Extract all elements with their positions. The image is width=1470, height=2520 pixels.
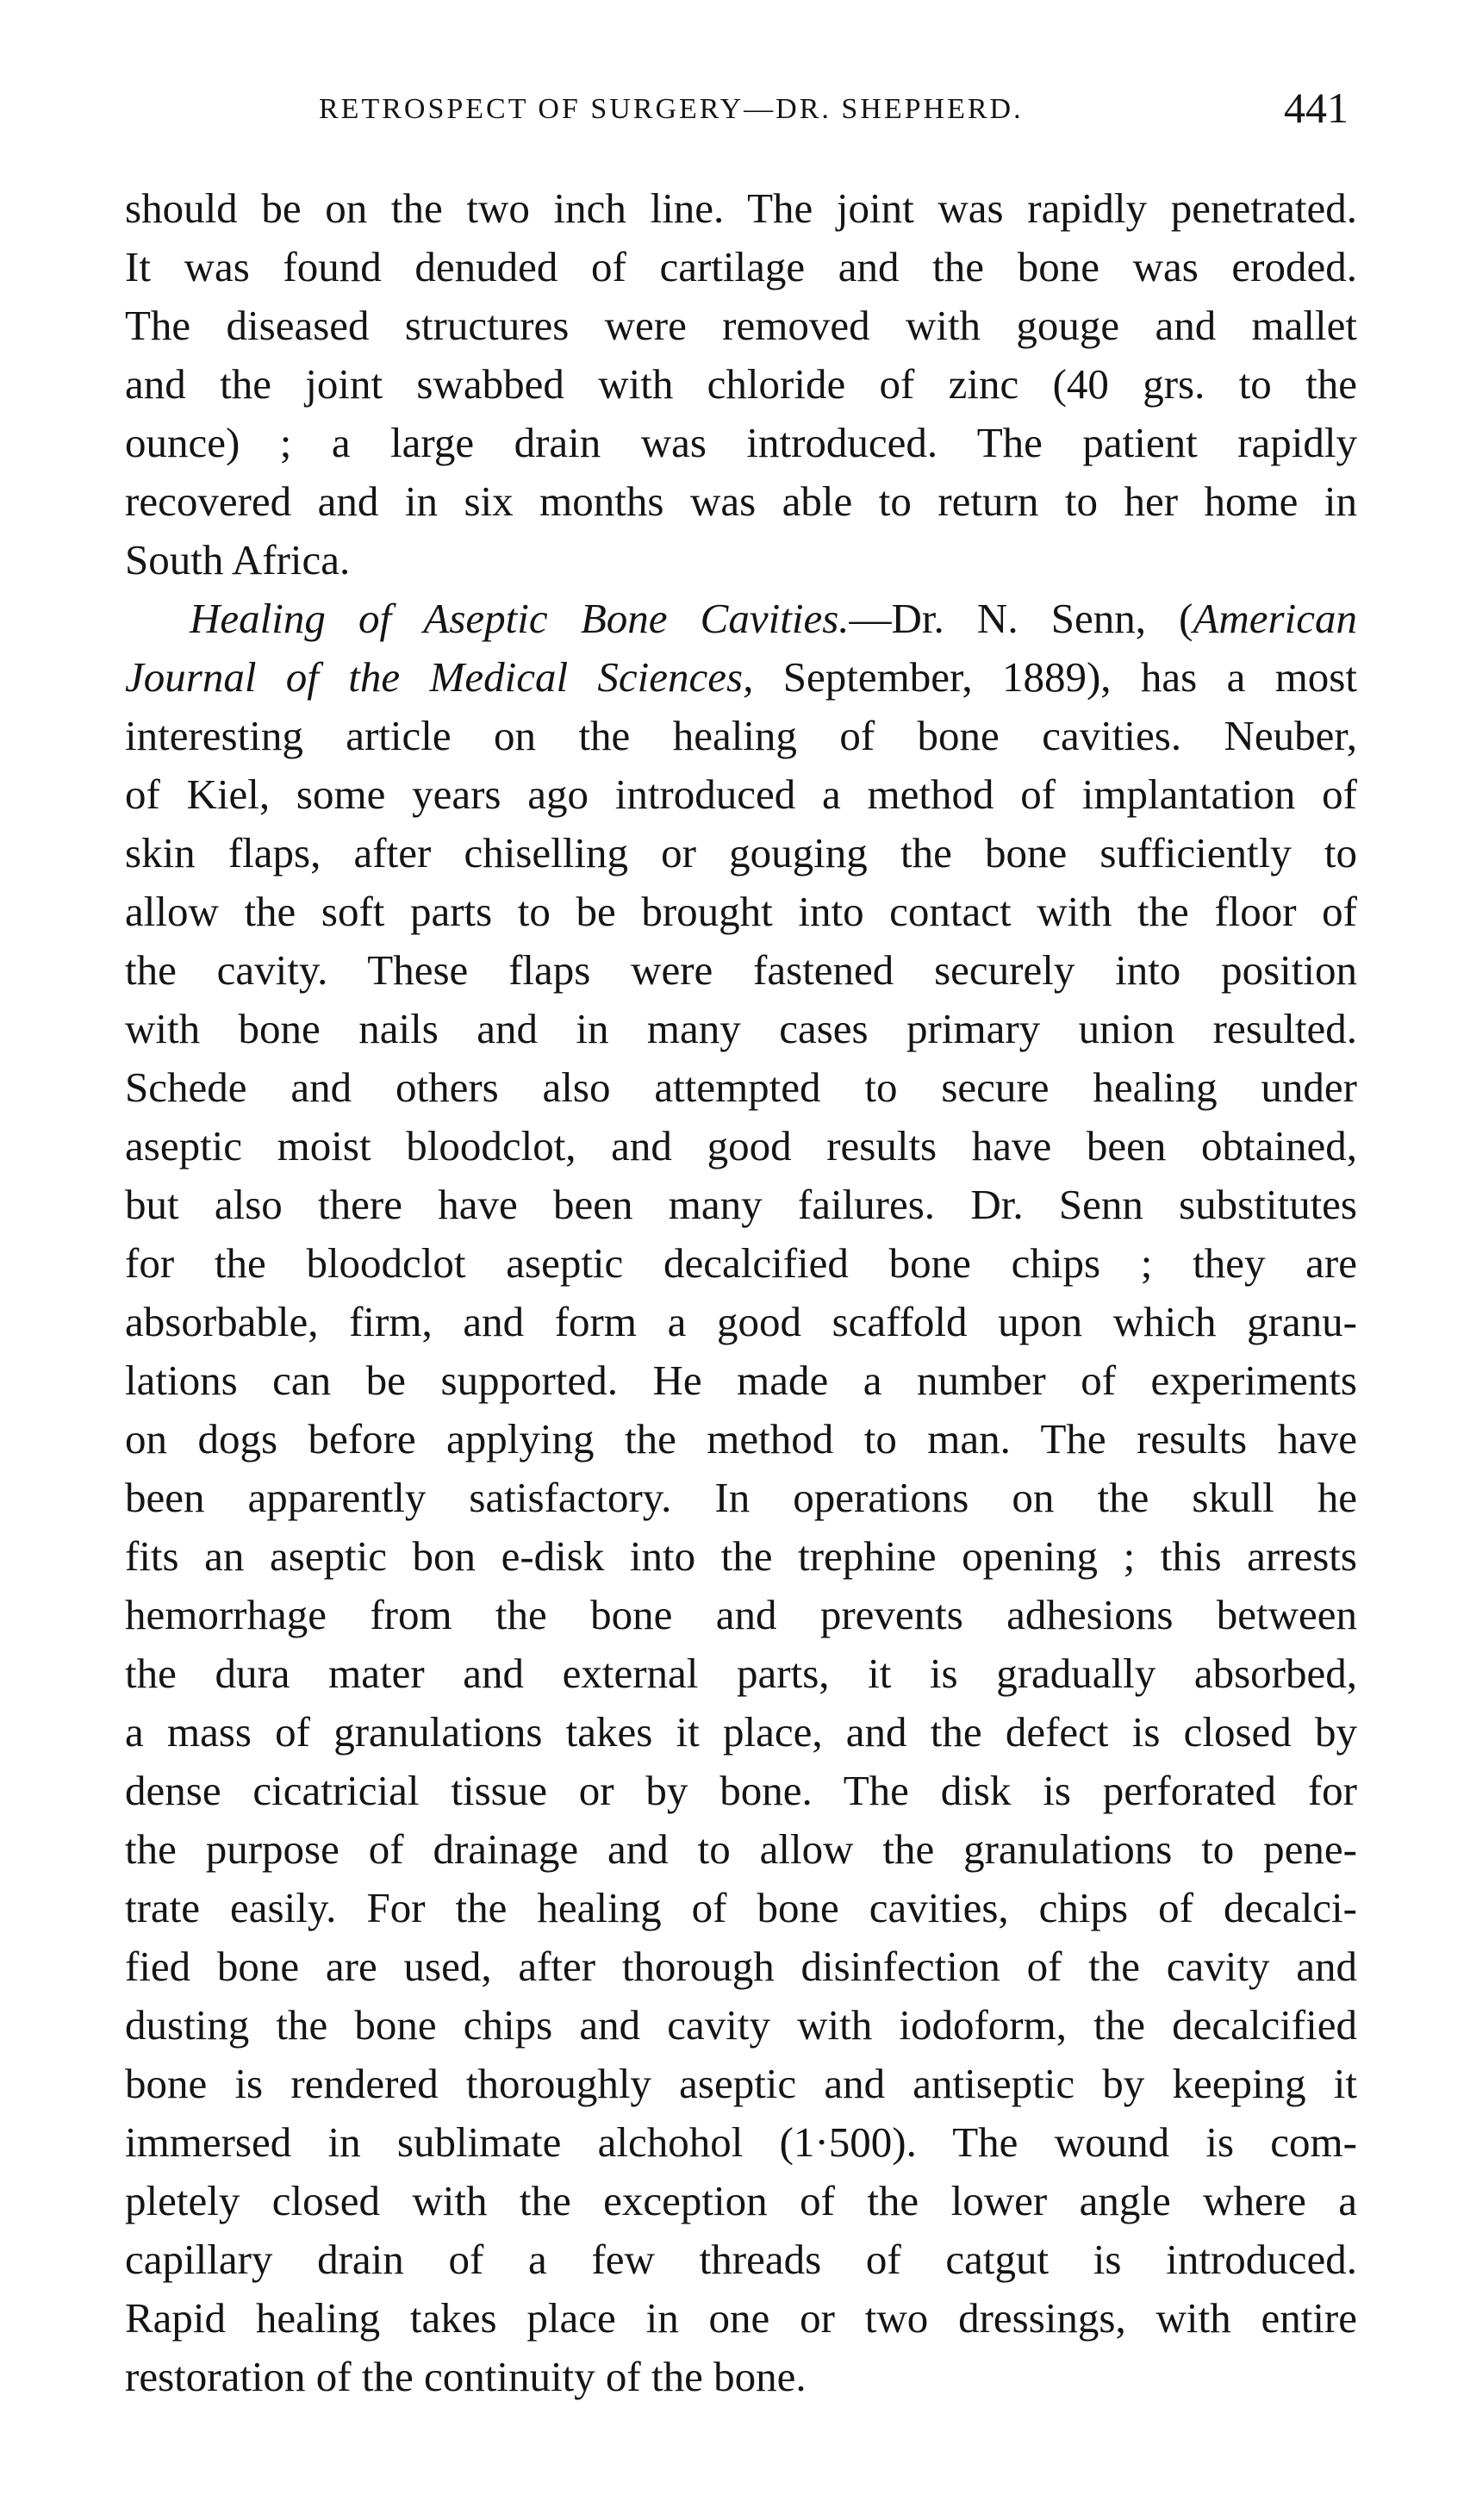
text-line: dense cicatricial tissue or by bone. The disk is perforated for — [125, 1767, 1357, 1814]
text-line: immersed in sublimate alchohol (1·500). The wound is com- — [125, 2118, 1357, 2166]
journal-name: American — [1193, 595, 1357, 642]
text-line: pletely closed with the exception of the lower angle where a — [125, 2177, 1357, 2224]
author-citation: —Dr. N. Senn, ( — [849, 595, 1193, 642]
text-line: The diseased structures were removed with gouge and mallet — [125, 302, 1357, 349]
text-line: Schede and others also attempted to secure healing under — [125, 1064, 1357, 1111]
text-line: the cavity. These flaps were fastened securely into position — [125, 946, 1357, 994]
text-line: interesting article on the healing of bone cavities. Neuber, — [125, 712, 1357, 759]
running-title: RETROSPECT OF SURGERY—DR. SHEPHERD. — [319, 93, 1024, 125]
text-line — [125, 652, 1357, 705]
text-line: trate easily. For the healing of bone cavities, chips of decalci- — [125, 1884, 1357, 1931]
text-line: the dura mater and external parts, it is gradually absorbed, — [125, 1650, 1357, 1697]
text-line: hemorrhage from the bone and prevents adhesions between — [125, 1591, 1357, 1638]
text-line: It was found denuded of cartilage and the bone was eroded. — [125, 243, 1357, 290]
text-line: fits an aseptic bon e-disk into the trephine opening ; this arrests — [125, 1532, 1357, 1580]
text-line: but also there have been many failures. Dr. Senn substitutes — [125, 1181, 1357, 1228]
text-line: skin flaps, after chiselling or gouging the bone sufficiently to — [125, 829, 1357, 876]
text-line: of Kiel, some years ago introduced a method of implantation of — [125, 770, 1357, 818]
text-line: aseptic moist bloodclot, and good results have been obtained, — [125, 1122, 1357, 1170]
text-line: on dogs before applying the method to man. The results have — [125, 1415, 1357, 1463]
text-line: and the joint swabbed with chloride of zinc (40 grs. to the — [125, 360, 1357, 408]
text-line: Rapid healing takes place in one or two dressings, with entire — [125, 2294, 1357, 2342]
text-line: for the bloodclot aseptic decalcified bone chips ; they are — [125, 1239, 1357, 1287]
citation-date: September, 1889), has a most — [753, 653, 1357, 701]
text-line: South Africa. — [125, 536, 351, 583]
text-line: allow the soft parts to be brought into contact with the floor of — [125, 888, 1357, 935]
text-line: ounce) ; a large drain was introduced. The patient rapidly — [125, 419, 1357, 466]
text-line: capillary drain of a few threads of catgut is introduced. — [125, 2236, 1357, 2283]
text-line: been apparently satisfactory. In operations on the skull he — [125, 1474, 1357, 1521]
text-line: a mass of granulations takes it place, and the defect is closed by — [125, 1708, 1357, 1756]
text-line: absorbable, firm, and form a good scaffold upon which granu- — [125, 1298, 1357, 1345]
text-line: bone is rendered thoroughly aseptic and antiseptic by keeping it — [125, 2060, 1357, 2107]
text-line: should be on the two inch line. The joint was rapidly penetrated. — [125, 184, 1357, 232]
text-line: fied bone are used, after thorough disinfection of the cavity and — [125, 1943, 1357, 1990]
text-line: lations can be supported. He made a number of experiments — [125, 1357, 1357, 1404]
section-heading-line — [190, 593, 1357, 646]
page-number: 441 — [1284, 84, 1349, 132]
text-line: dusting the bone chips and cavity with iodoform, the decalcified — [125, 2001, 1357, 2049]
text-line: with bone nails and in many cases primary union resulted. — [125, 1005, 1357, 1052]
text-line: restoration of the continuity of the bone. — [125, 2353, 807, 2400]
journal-name: Journal of the Medical Sciences, — [125, 653, 754, 701]
section-title: Healing of Aseptic Bone Cavities. — [190, 595, 850, 642]
text-line: the purpose of drainage and to allow the granulations to pene- — [125, 1825, 1357, 1873]
text-line: recovered and in six months was able to return to her home in — [125, 477, 1357, 525]
